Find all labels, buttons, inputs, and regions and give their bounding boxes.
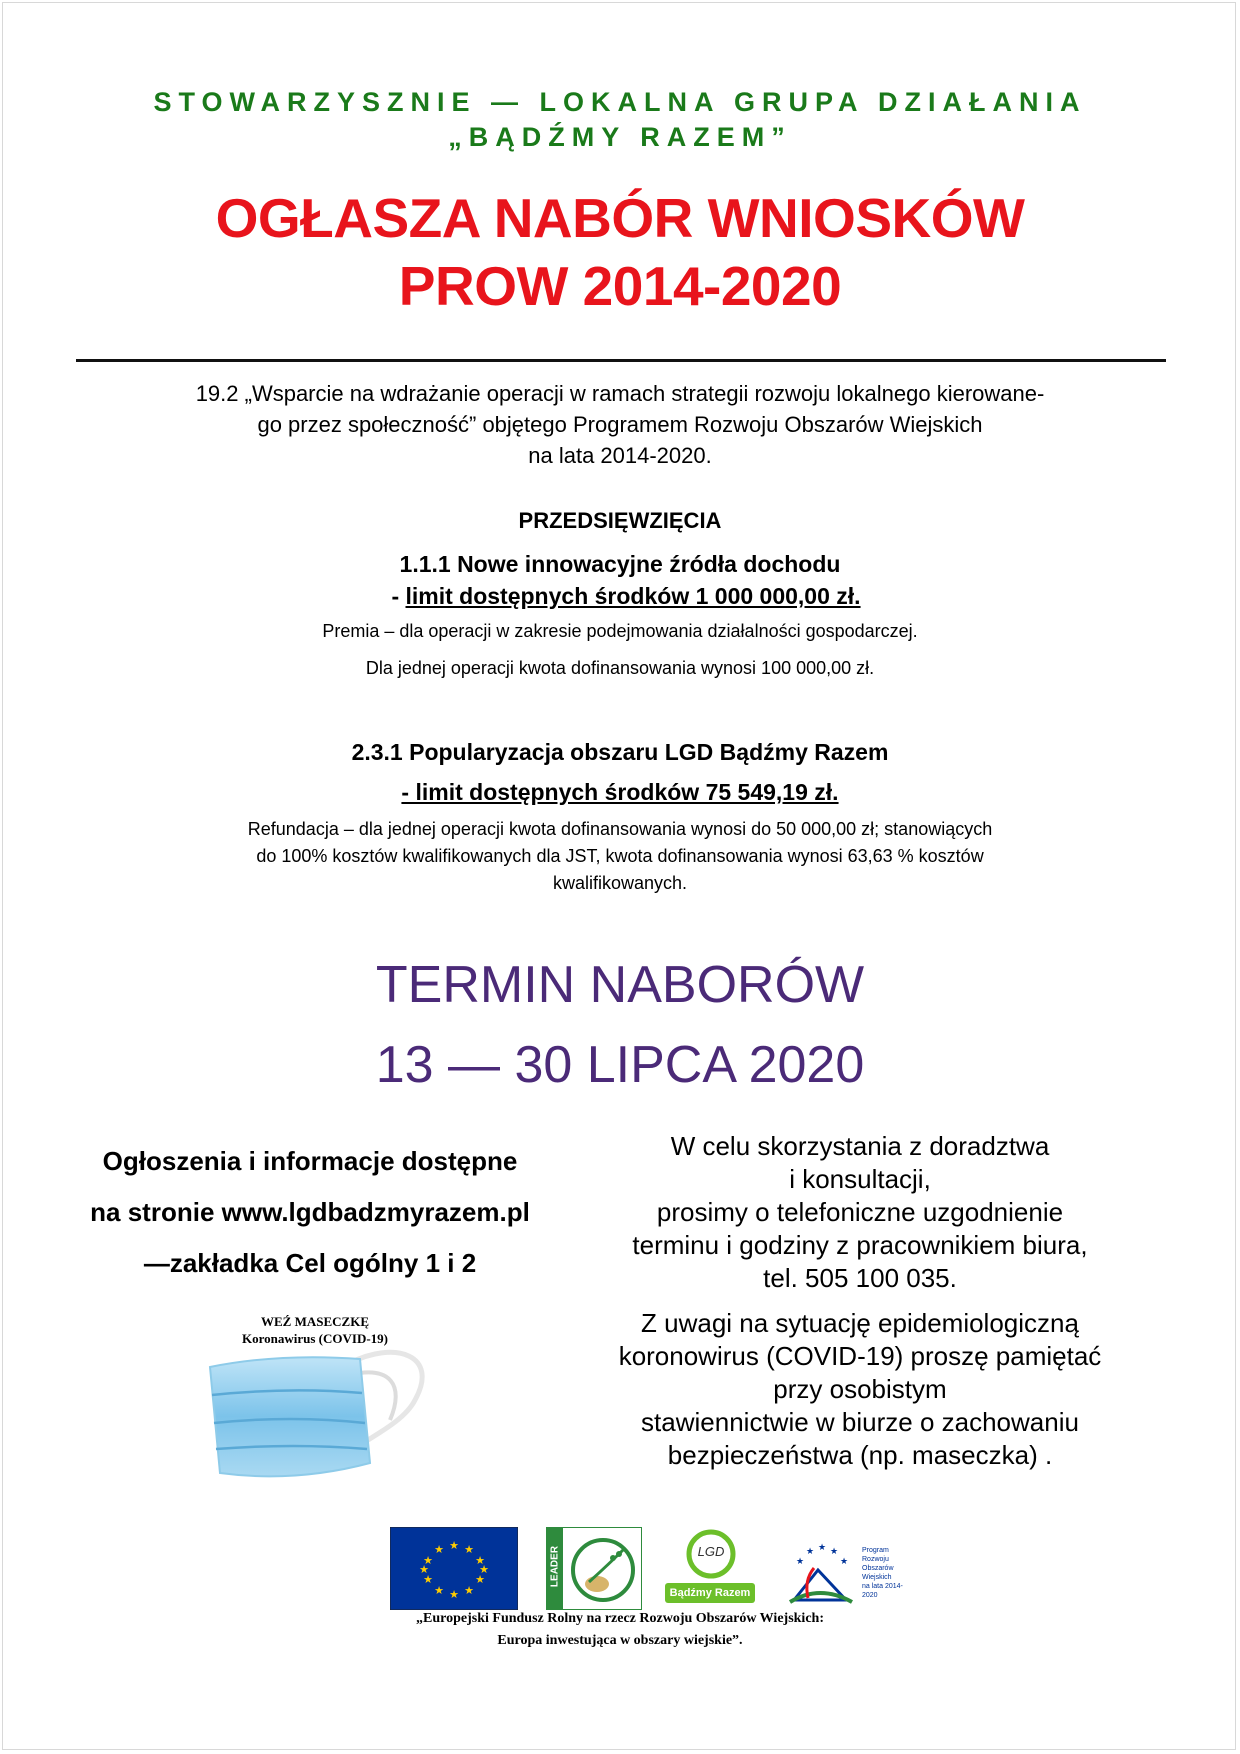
item1-note1: Premia – dla operacji w zakresie podejmowania działalności gospodarczej.: [322, 621, 918, 641]
mask-caption1: WEŹ MASECZKĘ: [261, 1314, 369, 1329]
svg-text:★: ★: [475, 1573, 485, 1586]
prow-text-line: Obszarów: [862, 1565, 894, 1572]
prow-text-line: Wiejskich: [862, 1574, 892, 1581]
leader-emblem-icon: [567, 1534, 639, 1606]
covid-line: koronowirus (COVID-19) proszę pamiętać: [618, 1341, 1102, 1371]
prow-emblem-icon: [780, 1540, 860, 1608]
item1-limit-row: [0, 580, 1240, 612]
svg-text:★: ★: [464, 1584, 474, 1597]
svg-text:★: ★: [423, 1554, 433, 1567]
item2-block: [0, 732, 1240, 812]
lgd-name: Bądźmy Razem: [665, 1583, 755, 1603]
lgd-badzmy-razem-logo: [665, 1529, 755, 1607]
footer-line1: „Europejski Fundusz Rolny na rzecz Rozwoju Obszarów Wiejskich:: [416, 1611, 824, 1626]
intro-line: na lata 2014-2020.: [528, 443, 712, 468]
svg-text:★: ★: [464, 1543, 474, 1556]
headline-line2: PROW 2014-2020: [398, 255, 842, 317]
face-mask-image: [200, 1345, 430, 1495]
svg-text:★: ★: [449, 1588, 459, 1601]
covid-line: Z uwagi na sytuację epidemiologiczną: [641, 1308, 1079, 1338]
covid-line: stawiennictwie w biurze o zachowaniu: [641, 1407, 1079, 1437]
horizontal-rule: [76, 359, 1166, 362]
website-info: [40, 1136, 580, 1289]
intro-paragraph: [100, 378, 1140, 471]
paragraph-spacer: [560, 1295, 1160, 1307]
eu-flag-logo: [390, 1527, 518, 1610]
item1-block: [0, 548, 1240, 612]
item2-note-line: kwalifikowanych.: [552, 873, 688, 893]
svg-text:★: ★: [475, 1554, 485, 1567]
svg-text:★: ★: [423, 1573, 433, 1586]
item2-note: [150, 816, 1090, 897]
consultation-line: tel. 505 100 035.: [763, 1263, 957, 1293]
item1-name: 1.1.1 Nowe innowacyjne źródła dochodu: [399, 551, 841, 577]
item1-limit-prefix: -: [391, 583, 406, 609]
termin-dates: 13 — 30 LIPCA 2020: [375, 1036, 865, 1094]
svg-text:★: ★: [419, 1563, 429, 1576]
item2-note-line: do 100% kosztów kwalifikowanych dla JST, kwota dofinansowania wynosi 63,63 % kosztów: [256, 846, 984, 866]
website-info-line: na stronie www.lgdbadzmyrazem.pl: [90, 1197, 530, 1227]
svg-text:★: ★: [449, 1539, 459, 1552]
consultation-line: terminu i godziny z pracownikiem biura,: [632, 1230, 1088, 1260]
prow-text-line: na lata 2014-2020: [862, 1583, 903, 1599]
headline-line1: OGŁASZA NABÓR WNIOSKÓW: [215, 187, 1025, 249]
item2-limit: - limit dostępnych środków 75 549,19 zł.: [401, 779, 839, 805]
leader-text: LEADER: [549, 1545, 561, 1588]
consultation-line: prosimy o telefoniczne uzgodnienie: [656, 1197, 1064, 1227]
svg-text:★: ★: [434, 1543, 444, 1556]
prow-logo: [780, 1540, 903, 1608]
svg-text:★: ★: [795, 1557, 805, 1567]
termin-label: TERMIN NABORÓW: [375, 956, 865, 1014]
mask-caption2: Koronawirus (COVID-19): [241, 1331, 388, 1346]
svg-text:★: ★: [434, 1584, 444, 1597]
website-info-line: —zakładka Cel ogólny 1 i 2: [143, 1248, 477, 1278]
item2-name: 2.3.1 Popularyzacja obszaru LGD Bądźmy Razem: [351, 739, 889, 765]
svg-text:★: ★: [839, 1557, 849, 1567]
item2-note-line: Refundacja – dla jednej operacji kwota dofinansowania wynosi do 50 000,00 zł; stanowiących: [247, 819, 993, 839]
consultation-line: i konsultacji,: [789, 1164, 931, 1194]
prow-text-line: Rozwoju: [862, 1556, 889, 1563]
item1-limit: limit dostępnych środków 1 000 000,00 zł.: [405, 583, 861, 609]
consultation-info: [560, 1130, 1160, 1472]
leader-logo: [546, 1527, 642, 1610]
organization-name-line2: „BĄDŹMY RAZEM”: [448, 122, 792, 152]
prow-text-line: Program: [862, 1547, 889, 1554]
svg-text:★: ★: [817, 1543, 827, 1553]
covid-line: przy osobistym: [773, 1374, 947, 1404]
item1-note2: Dla jednej operacji kwota dofinansowania wynosi 100 000,00 zł.: [365, 658, 875, 678]
svg-text:★: ★: [805, 1547, 815, 1557]
svg-text:★: ★: [479, 1563, 489, 1576]
consultation-line: W celu skorzystania z doradztwa: [670, 1131, 1050, 1161]
prow-text: [862, 1546, 912, 1600]
intro-line: go przez społeczność” objętego Programem Rozwoju Obszarów Wiejskich: [257, 412, 983, 437]
intro-line: 19.2 „Wsparcie na wdrażanie operacji w ramach strategii rozwoju lokalnego kierowane-: [195, 381, 1045, 406]
section-title: PRZEDSIĘWZIĘCIA: [518, 508, 722, 533]
item2-limit-row: [0, 772, 1240, 812]
footer-line2: Europa inwestująca w obszary wiejskie”.: [497, 1633, 743, 1648]
lgd-text: LGD: [697, 1544, 725, 1559]
svg-text:★: ★: [829, 1547, 839, 1557]
website-info-line: Ogłoszenia i informacje dostępne: [102, 1146, 518, 1176]
organization-name-line1: STOWARZYSZNIE — LOKALNA GRUPA DZIAŁANIA: [153, 87, 1087, 117]
covid-line: bezpieczeństwa (np. maseczka) .: [667, 1440, 1053, 1470]
